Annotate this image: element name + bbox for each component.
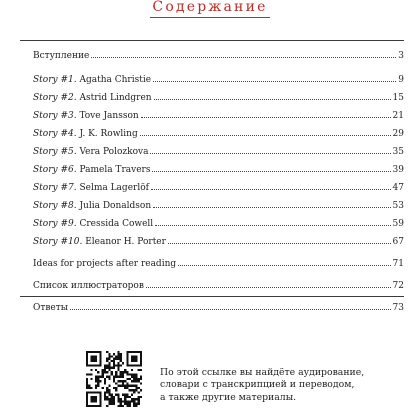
story-number: Story #5. [33, 147, 77, 157]
toc-entry-intro[interactable] [33, 51, 404, 62]
toc-entry-label: Список иллюстраторов [33, 281, 144, 291]
dot-leader [150, 153, 390, 154]
dot-leader [154, 99, 391, 100]
toc-entry-story-5[interactable] [33, 147, 404, 158]
toc-entry-page: 73 [392, 303, 404, 313]
dot-leader [70, 309, 391, 310]
story-author: Eleanor H. Porter [85, 237, 166, 247]
page-title [0, 0, 420, 20]
toc-entry-label [33, 237, 166, 248]
story-number: Story #4. [33, 129, 77, 139]
toc-entry-page: 47 [392, 183, 404, 193]
toc-entry-label [33, 201, 151, 212]
story-number: Story #2. [33, 93, 77, 103]
toc-entry-page: 39 [392, 165, 404, 175]
toc-entry-ideas[interactable] [33, 259, 404, 270]
toc-entry-story-2[interactable] [33, 93, 404, 104]
story-author: Pamela Travers [79, 165, 151, 175]
toc-entry-story-6[interactable] [33, 165, 404, 176]
story-author: Agatha Christie [79, 75, 152, 85]
story-author: Vera Polozkova [79, 147, 149, 157]
story-author: Cressida Cowell [79, 219, 154, 229]
toc-entry-answers[interactable] [33, 303, 404, 314]
toc-entry-page: 67 [392, 237, 404, 247]
dot-leader [178, 265, 390, 266]
story-number: Story #7. [33, 183, 77, 193]
toc-entry-story-9[interactable] [33, 219, 404, 230]
toc-entry-page: 35 [392, 147, 404, 157]
toc-entry-illustrators[interactable] [33, 281, 404, 292]
dot-leader [91, 57, 396, 58]
qr-note [160, 367, 410, 404]
dot-leader [151, 189, 391, 190]
dot-leader [152, 171, 390, 172]
story-author: Astrid Lindgren [79, 93, 152, 103]
dot-leader [141, 117, 391, 118]
qr-note-line: словари с транскрипцией и переводом, [160, 379, 355, 391]
page-title-text: Содержание [150, 0, 269, 18]
toc-entry-page: 9 [398, 75, 404, 85]
toc-entry-label: Вступление [33, 51, 90, 61]
story-author: Selma Lagerlöf [79, 183, 149, 193]
dot-leader [153, 81, 396, 82]
qr-code-icon[interactable] [86, 351, 142, 407]
dot-leader [153, 207, 390, 208]
toc-entry-label [33, 75, 151, 86]
story-author: Julia Donaldson [79, 201, 152, 211]
toc-entry-label: Ответы [33, 303, 68, 313]
dot-leader [146, 287, 391, 288]
qr-note-line: По этой ссылке вы найдёте аудирование, [160, 367, 365, 378]
story-number: Story #9. [33, 219, 77, 229]
toc-entry-story-4[interactable] [33, 129, 404, 140]
toc-entry-label: Ideas for projects after reading [33, 259, 177, 269]
toc-entry-story-10[interactable] [33, 237, 404, 248]
toc-entry-page: 29 [392, 129, 404, 139]
toc-entry-page: 59 [392, 219, 404, 229]
dot-leader [168, 243, 391, 244]
story-number: Story #1. [33, 75, 77, 85]
toc-entry-label [33, 111, 139, 122]
story-author: Tove Jansson [79, 111, 139, 121]
toc-entry-page: 71 [392, 259, 404, 269]
story-number: Story #10. [33, 237, 83, 247]
story-number: Story #8. [33, 201, 77, 211]
toc-entry-label [33, 147, 148, 158]
qr-note-line: а также другие материалы. [160, 391, 297, 403]
toc-entry-label [33, 129, 138, 140]
story-number: Story #3. [33, 111, 77, 121]
toc-entry-page: 72 [392, 281, 404, 291]
toc-entry-story-7[interactable] [33, 183, 404, 194]
toc-entry-label [33, 165, 150, 176]
toc-entry-page: 3 [398, 51, 404, 61]
story-author: J. K. Rowling [79, 129, 138, 139]
toc-entry-label [33, 219, 153, 230]
dot-leader [155, 225, 390, 226]
toc-entry-label [33, 93, 152, 104]
toc-entry-story-3[interactable] [33, 111, 404, 122]
table-of-contents [20, 40, 404, 313]
toc-entry-page: 21 [392, 111, 404, 121]
story-number: Story #6. [33, 165, 77, 175]
toc-entry-page: 15 [392, 93, 404, 103]
toc-entry-page: 53 [392, 201, 404, 211]
toc-entry-story-1[interactable] [33, 75, 404, 86]
toc-entry-label [33, 183, 149, 194]
dot-leader [140, 135, 391, 136]
toc-entry-story-8[interactable] [33, 201, 404, 212]
